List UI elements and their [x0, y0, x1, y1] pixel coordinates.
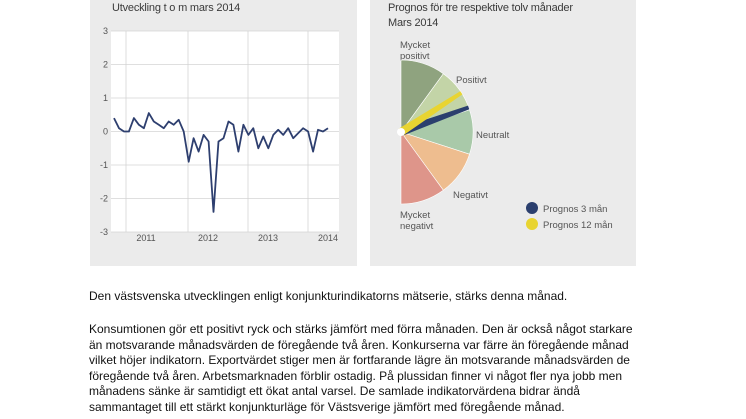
paragraph-line: Konsumtionen gör ett positivt ryck och stärks jämfört med förra månaden. Den är också något starkare [89, 322, 633, 336]
paragraph-main [89, 322, 689, 415]
y-tick-label: 1 [102, 93, 108, 103]
x-tick-label: 2011 [136, 233, 156, 243]
paragraph-line: föregående två åren. Arbetsmarknaden förblir ostadig. På plussidan finner vi något fler nya jobb men [89, 368, 622, 383]
label-mycket-positivt-1: Mycket [400, 40, 431, 51]
y-tick-label: -3 [99, 227, 108, 237]
line-chart [90, 0, 357, 266]
y-tick-label: -1 [99, 160, 108, 170]
legend-label-3man: Prognos 3 mån [543, 204, 608, 215]
pie-chart [370, 0, 636, 266]
y-tick-label: 2 [102, 59, 108, 70]
paragraph-line: vilket höjer indikatorn. Exportvärdet stiger men är fortfarande lägre än motsvarande månadsvärden de [89, 353, 630, 367]
label-negativt: Negativt [453, 190, 488, 201]
x-tick-label: 2012 [197, 233, 219, 243]
pie-chart-subtitle: Prognos för tre respektive tolv månader [388, 2, 573, 14]
line-chart-subtitle: Utveckling t o m mars 2014 [112, 2, 241, 14]
line-chart-panel [90, 0, 357, 266]
label-mycket-negativt-1: Mycket [400, 210, 431, 221]
legend-swatch-12man [526, 218, 538, 230]
y-tick-label: -2 [99, 193, 108, 204]
paragraph-intro: Den västsvenska utvecklingen enligt konjunkturindikatorns mätserie, stärks denna månad. [89, 289, 568, 303]
y-tick-label: 3 [102, 26, 108, 36]
pie-chart-date: Mars 2014 [388, 17, 439, 29]
label-mycket-positivt-2: positivt [400, 51, 430, 62]
pie-center [397, 128, 405, 136]
x-tick-label: 2014 [317, 233, 339, 243]
paragraph-line: månadens sänke är samtidigt ett ökat antal varsel. De samlade indikatorvärdena bidrar ändå [89, 384, 580, 398]
x-tick-label: 2013 [257, 233, 279, 243]
legend-swatch-3man [526, 202, 538, 214]
pie-chart-panel [370, 0, 636, 266]
label-mycket-negativt-2: negativt [400, 221, 434, 232]
legend-label-12man: Prognos 12 mån [543, 220, 613, 231]
label-neutralt: Neutralt [476, 130, 510, 141]
label-positivt: Positivt [456, 75, 487, 86]
y-tick-label: 0 [102, 126, 108, 137]
paragraph-line: än motsvarande månadsvärden de föregående två åren. Konkurserna var färre än föregående månad [89, 337, 629, 352]
paragraph-line: sammantaget till ett stärkt konjunkturläge för Västsverige jämfört med föregående månad. [89, 399, 565, 414]
